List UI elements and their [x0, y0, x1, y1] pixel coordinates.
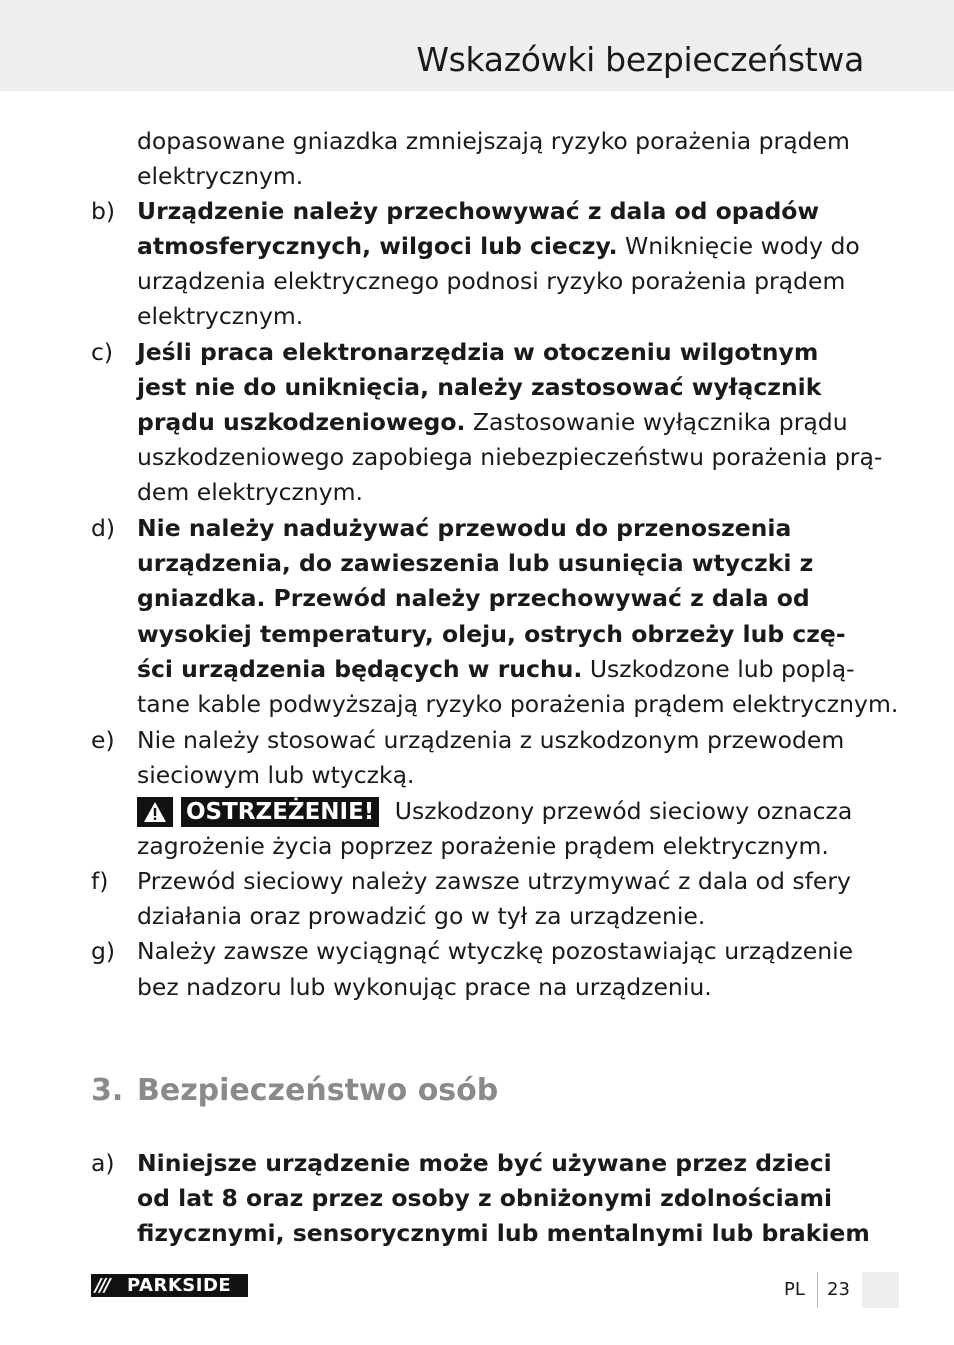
- item-d-label: d): [91, 514, 116, 542]
- item-d-line-2: [137, 546, 813, 581]
- item-b-line-1: [137, 194, 819, 229]
- intro-line-2: elektrycznym.: [137, 162, 304, 190]
- page-number: 23: [827, 1279, 850, 1300]
- item-b-line-3: urządzenia elektrycznego podnosi ryzyko porażenia prądem: [137, 267, 846, 295]
- warning-label: OSTRZEŻENIE!: [181, 797, 379, 827]
- item-d-text-5: Uszkodzone lub poplą-: [582, 655, 855, 683]
- item-f-line-2: działania oraz prowadzić go w tył za urządzenie.: [137, 902, 706, 930]
- item-b-text-2: Wniknięcie wody do: [617, 232, 860, 260]
- item-c-bold-1: Jeśli praca elektronarzędzia w otoczeniu wilgotnym: [137, 338, 819, 366]
- footer-divider: [817, 1272, 818, 1308]
- item-b-label: b): [91, 197, 116, 225]
- footer-language: PL: [784, 1279, 805, 1300]
- item-d-bold-3: gniazdka. Przewód należy przechowywać z dala od: [137, 584, 810, 612]
- footer-tab: [862, 1272, 899, 1308]
- warning-row: [137, 797, 387, 827]
- item-c-line-2: [137, 370, 821, 405]
- item-c-label: c): [91, 338, 114, 366]
- item-f-label: f): [91, 867, 109, 895]
- item-g-label: g): [91, 937, 116, 965]
- section-item-a-line-3: [137, 1216, 870, 1251]
- section-item-a-line-1: [137, 1146, 832, 1181]
- item-f-line-1: Przewód sieciowy należy zawsze utrzymywać z dala od sfery: [137, 867, 851, 895]
- item-d-line-1: [137, 511, 791, 546]
- item-d-line-6: tane kable podwyższają ryzyko porażenia prądem elektrycznym.: [137, 690, 899, 718]
- section-item-a-bold-1: Niniejsze urządzenie może być używane przez dzieci: [137, 1149, 832, 1177]
- item-c-line-4: uszkodzeniowego zapobiega niebezpieczeństwu porażenia prą-: [137, 443, 883, 471]
- section-item-a-bold-3: fizycznymi, sensorycznymi lub mentalnymi lub brakiem: [137, 1219, 870, 1247]
- item-d-line-3: [137, 581, 810, 616]
- item-e-line-2: sieciowym lub wtyczką.: [137, 761, 415, 789]
- section-number: 3.: [91, 1073, 124, 1108]
- item-e-label: e): [91, 726, 115, 754]
- logo-text: PARKSIDE: [127, 1275, 232, 1296]
- section-item-a-line-2: [137, 1181, 832, 1216]
- item-c-text-3: Zastosowanie wyłącznika prądu: [465, 408, 848, 436]
- item-c-line-5: dem elektrycznym.: [137, 478, 363, 506]
- section-title: Bezpieczeństwo osób: [137, 1073, 499, 1108]
- warning-triangle-svg: [143, 801, 167, 823]
- warning-triangle-icon: [137, 797, 173, 827]
- item-g-line-2: bez nadzoru lub wykonując prace na urządzeniu.: [137, 973, 712, 1001]
- page-title: Wskazówki bezpieczeństwa: [416, 40, 864, 79]
- item-c-bold-3: prądu uszkodzeniowego.: [137, 408, 466, 436]
- item-d-bold-4: wysokiej temperatury, oleju, ostrych obrzeży lub czę-: [137, 620, 846, 648]
- item-c-line-1: [137, 335, 818, 370]
- item-d-bold-1: Nie należy nadużywać przewodu do przenoszenia: [137, 514, 792, 542]
- item-b-line-2: [137, 229, 860, 264]
- item-d-line-5: [137, 652, 855, 687]
- item-g-line-1: Należy zawsze wyciągnąć wtyczkę pozostawiając urządzenie: [137, 937, 854, 965]
- section-item-a-label: a): [91, 1149, 115, 1177]
- item-b-bold-1: Urządzenie należy przechowywać z dala od opadów: [137, 197, 820, 225]
- item-e-line-1: Nie należy stosować urządzenia z uszkodzonym przewodem: [137, 726, 845, 754]
- parkside-logo: [91, 1274, 248, 1297]
- item-c-line-3: [137, 405, 848, 440]
- item-e-line-4: zagrożenie życia poprzez porażenie prądem elektrycznym.: [137, 832, 829, 860]
- item-c-bold-2: jest nie do uniknięcia, należy zastosować wyłącznik: [137, 373, 822, 401]
- item-d-line-4: [137, 617, 846, 652]
- item-e-warning-text: Uszkodzony przewód sieciowy oznacza: [387, 797, 853, 825]
- logo-slashes: ///: [95, 1275, 109, 1296]
- item-d-bold-2: urządzenia, do zawieszenia lub usunięcia wtyczki z: [137, 549, 814, 577]
- item-d-bold-5: ści urządzenia będących w ruchu.: [137, 655, 583, 683]
- item-e-warning-line: [137, 794, 852, 829]
- item-b-line-4: elektrycznym.: [137, 302, 304, 330]
- section-item-a-bold-2: od lat 8 oraz przez osoby z obniżonymi zdolnościami: [137, 1184, 833, 1212]
- item-b-bold-2: atmosferycznych, wilgoci lub cieczy.: [137, 232, 618, 260]
- intro-line-1: dopasowane gniazdka zmniejszają ryzyko porażenia prądem: [137, 127, 850, 155]
